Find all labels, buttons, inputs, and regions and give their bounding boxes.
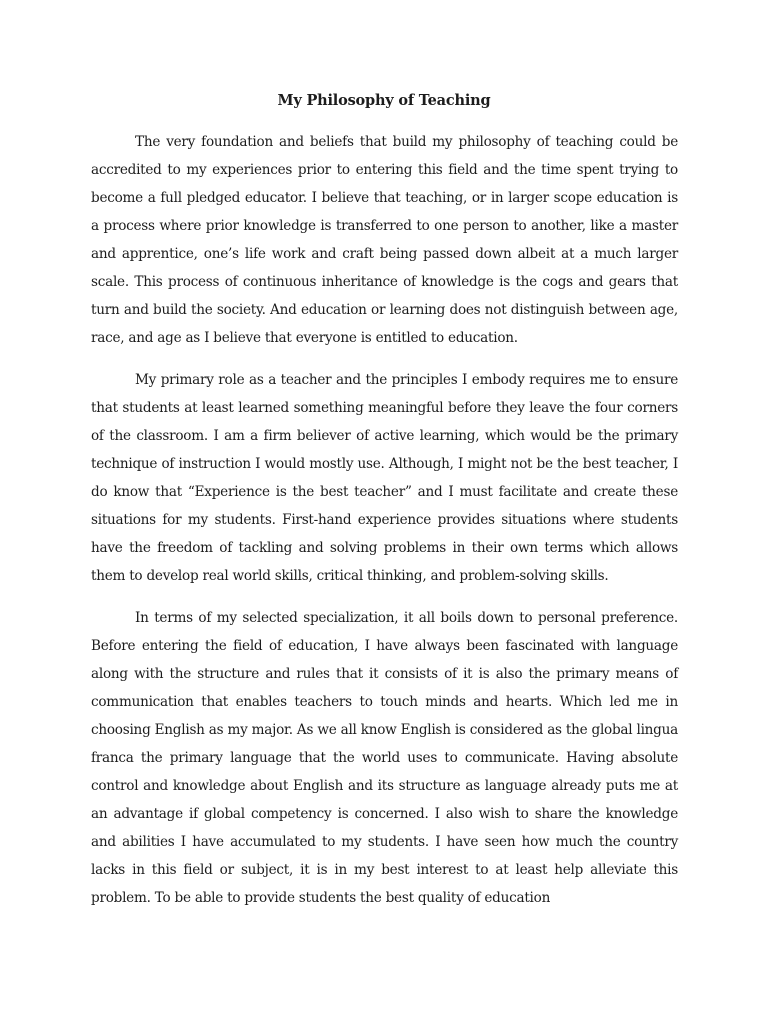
document-title: My Philosophy of Teaching	[277, 92, 491, 109]
paragraph-specialization: In terms of my selected specialization, it all boils down to personal preference. Before entering the field of education, I have always been fascinated with language along with the structure and rules that it consists of it is also the primary means of communication that enables teachers to touch minds and hearts. Which led me in choosing English as my major. As we all know English is considered as the global lingua franca the primary language that the world uses to communicate. Having absolute control and knowledge about English and its structure as language already puts me at an advantage if global competency is concerned. I also wish to share the knowledge and abilities I have accumulated to my students. I have seen how much the country lacks in this field or subject, it is in my best interest to at least help alleviate this problem. To be able to provide students the best quality of education	[91, 610, 678, 906]
document-body	[91, 128, 678, 926]
paragraph-primary-role: My primary role as a teacher and the principles I embody requires me to ensure that students at least learned something meaningful before they leave the four corners of the classroom. I am a firm believer of active learning, which would be the primary technique of instruction I would mostly use. Although, I might not be the best teacher, I do know that “Experience is the best teacher” and I must facilitate and create these situations for my students. First-hand experience provides situations where students have the freedom of tackling and solving problems in their own terms which allows them to develop real world skills, critical thinking, and problem-solving skills.	[91, 372, 678, 584]
paragraph-foundation-beliefs: The very foundation and beliefs that build my philosophy of teaching could be accredited to my experiences prior to entering this field and the time spent trying to become a full pledged educator. I believe that teaching, or in larger scope education is a process where prior knowledge is transferred to one person to another, like a master and apprentice, one’s life work and craft being passed down albeit at a much larger scale. This process of continuous inheritance of knowledge is the cogs and gears that turn and build the society. And education or learning does not distinguish between age, race, and age as I believe that everyone is entitled to education.	[91, 134, 678, 346]
